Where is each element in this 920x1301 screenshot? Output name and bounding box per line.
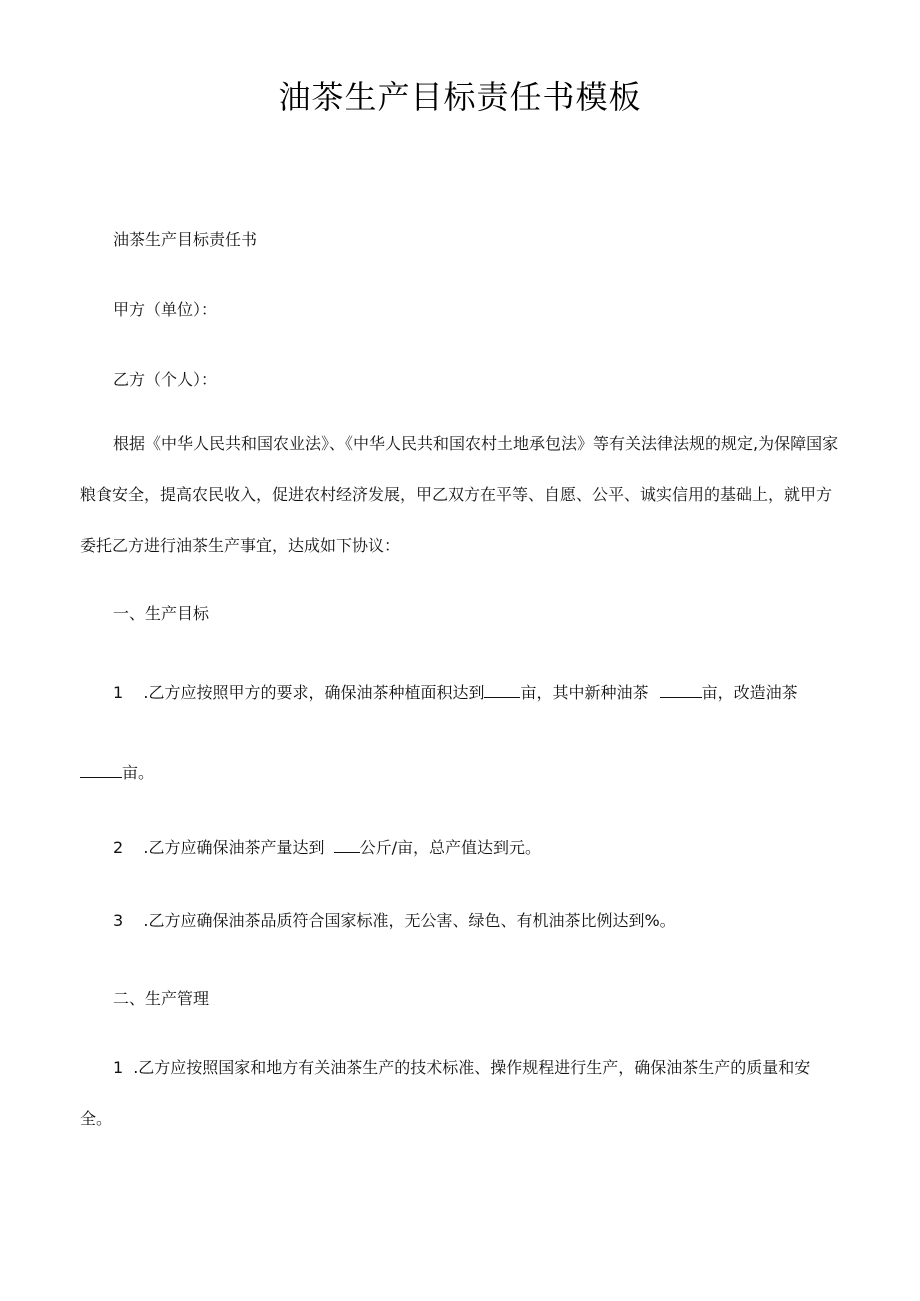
- fill-blank-yield[interactable]: [334, 836, 360, 853]
- section1-item1-line1: [113, 681, 798, 703]
- item-number: 3: [113, 911, 124, 930]
- section1-item2: [113, 836, 541, 858]
- item-text: 公斤/亩，总产值达到元。: [359, 838, 541, 857]
- item-number: 1: [113, 683, 124, 702]
- section1-item3: [113, 911, 676, 931]
- fill-blank-renovated-area[interactable]: [80, 761, 122, 778]
- section2-heading: 二、生产管理: [113, 989, 210, 1008]
- item-number: 1: [113, 1058, 124, 1077]
- item-text: .乙方应按照国家和地方有关油茶生产的技术标准、操作规程进行生产，确保油茶生产的质量和安全。: [80, 1058, 811, 1128]
- item-text: 亩。: [122, 763, 155, 782]
- section1-heading: 一、生产目标: [113, 604, 210, 623]
- preamble-paragraph: 根据《中华人民共和国农业法》、《中华人民共和国农村土地承包法》等有关法律法规的规定,为保障国家粮食安全，提高农民收入，促进农村经济发展，甲乙双方在平等、自愿、公平、诚实信用的基础上，就甲方委托乙方进行油茶生产事宜，达成如下协议：: [80, 434, 839, 555]
- item-text: .乙方应确保油茶品质符合国家标准，无公害、绿色、有机油茶比例达到%。: [143, 911, 676, 930]
- party-b-line: 乙方（个人）：: [113, 370, 218, 389]
- item-text: .乙方应按照甲方的要求，确保油茶种植面积达到: [143, 683, 485, 702]
- item-text: 亩，改造油茶: [701, 683, 798, 702]
- document-heading: 油茶生产目标责任书: [113, 230, 258, 249]
- item-text: .乙方应确保油茶产量达到: [143, 838, 325, 857]
- item-number: 2: [113, 838, 124, 857]
- fill-blank-total-area[interactable]: [484, 681, 520, 698]
- party-a-line: 甲方（单位）：: [113, 300, 218, 319]
- item-text: 亩，其中新种油茶: [520, 683, 649, 702]
- section1-item1-line2: [80, 761, 154, 783]
- fill-blank-new-area[interactable]: [660, 681, 702, 698]
- document-title: 油茶生产目标责任书模板: [278, 78, 642, 116]
- section2-item1: [80, 1042, 840, 1144]
